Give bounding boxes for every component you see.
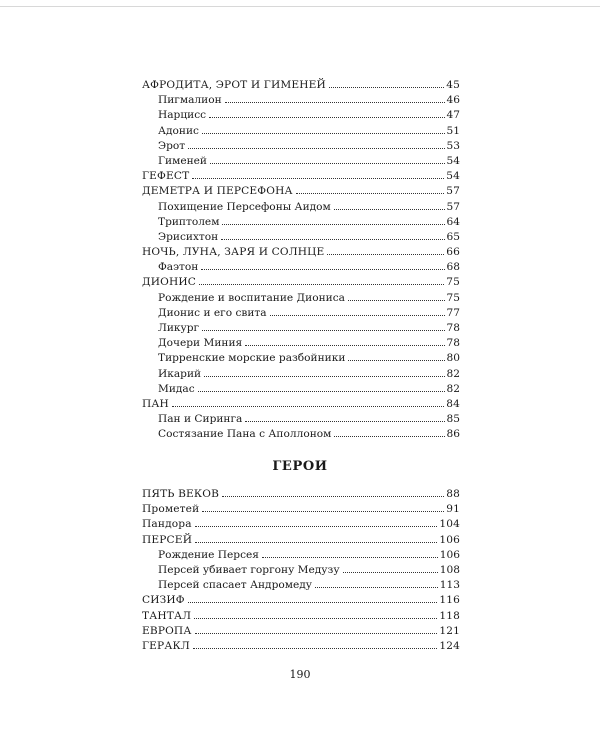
top-rule [0, 6, 600, 7]
toc-entry-title: НОЧЬ, ЛУНА, ЗАРЯ И СОЛНЦЕ [142, 246, 325, 259]
toc-entry-page: 106 [439, 533, 460, 546]
toc-entry-title: Дионис и его свита [158, 306, 267, 319]
toc-dot-leader [225, 102, 445, 103]
toc-subentry [142, 563, 460, 578]
toc-subentry [142, 139, 460, 154]
toc-entry-page: 104 [439, 518, 460, 531]
toc-entry-title: ГЕФЕСТ [142, 170, 190, 183]
toc-subentry [142, 351, 460, 366]
toc-entry-page: 47 [446, 109, 460, 122]
section-title-heroes: ГЕРОИ [272, 459, 328, 474]
toc-dot-leader [201, 269, 444, 270]
toc-subentry [142, 230, 460, 245]
toc-chapter-entry [142, 487, 460, 502]
toc-subentry [142, 412, 460, 427]
toc-subentry [142, 260, 460, 275]
toc-subentry [142, 427, 460, 442]
toc-entry-page: 75 [446, 291, 460, 304]
toc-dot-leader [334, 436, 444, 437]
toc-entry-page: 80 [446, 352, 460, 365]
toc-dot-leader [262, 557, 438, 558]
toc-entry-title: Прометей [142, 503, 200, 516]
toc-chapter-entry [142, 184, 460, 199]
toc-subentry [142, 93, 460, 108]
toc-entry-title: Состязание Пана с Аполлоном [158, 428, 332, 441]
toc-entry-page: 116 [439, 594, 460, 607]
toc-entry-page: 121 [439, 624, 460, 637]
toc-entry-page: 51 [446, 124, 460, 137]
toc-entry-title: Фаэтон [158, 261, 199, 274]
toc-entry-page: 66 [446, 246, 460, 259]
toc-main-list [142, 78, 460, 443]
toc-dot-leader [348, 360, 444, 361]
toc-entry-page: 106 [439, 548, 460, 561]
toc-entry-title: ДИОНИС [142, 276, 197, 289]
toc-dot-leader [188, 148, 444, 149]
toc-entry-page: 68 [446, 261, 460, 274]
toc-dot-leader [315, 587, 438, 588]
toc-dot-leader [245, 421, 444, 422]
toc-subentry [142, 154, 460, 169]
toc-entry-title: Эрот [158, 139, 186, 152]
toc-entry-title: Мидас [158, 382, 195, 395]
toc-entry-title: ДЕМЕТРА И ПЕРСЕФОНА [142, 185, 293, 198]
toc-subentry [142, 291, 460, 306]
toc-entry-title: Персей спасает Андромеду [158, 579, 313, 592]
toc-entry-title: ГЕРАКЛ [142, 639, 190, 652]
toc-entry-title: Тирренские морские разбойники [158, 352, 346, 365]
toc-dot-leader [199, 284, 444, 285]
toc-subentry [142, 578, 460, 593]
toc-chapter-entry [142, 609, 460, 624]
toc-chapter-entry [142, 517, 460, 532]
toc-entry-page: 77 [446, 306, 460, 319]
toc-dot-leader [334, 209, 445, 210]
toc-dot-leader [192, 178, 444, 179]
toc-entry-page: 82 [446, 367, 460, 380]
page-number: 190 [289, 668, 311, 681]
toc-subentry [142, 306, 460, 321]
toc-entry-title: Похищение Персефоны Аидом [158, 200, 331, 213]
toc-entry-page: 57 [446, 185, 460, 198]
toc-dot-leader [204, 376, 444, 377]
toc-chapter-entry [142, 245, 460, 260]
toc-subentry [142, 124, 460, 139]
toc-dot-leader [222, 224, 444, 225]
toc-entry-page: 75 [446, 276, 460, 289]
toc-dot-leader [193, 648, 437, 649]
toc-dot-leader [202, 133, 445, 134]
toc-entry-title: Ликург [158, 322, 200, 334]
toc-entry-page: 65 [446, 230, 460, 243]
toc-dot-leader [195, 633, 438, 634]
toc-entry-title: Дочери Миния [158, 337, 243, 350]
toc-subentry [142, 108, 460, 123]
toc-entry-page: 113 [439, 579, 460, 592]
toc-entry-title: Икарий [158, 367, 202, 380]
toc-entry-page: 108 [439, 563, 460, 576]
toc-subentry [142, 215, 460, 230]
toc-entry-page: 78 [446, 337, 460, 350]
toc-entry-title: Пандора [142, 518, 192, 531]
toc-entry-page: 64 [446, 215, 460, 228]
toc-entry-page: 86 [446, 428, 460, 441]
toc-chapter-entry [142, 639, 460, 654]
toc-entry-page: 57 [446, 200, 460, 213]
toc-entry-title: Рождение и воспитание Диониса [158, 291, 345, 304]
toc-entry-page: 78 [446, 322, 460, 334]
toc-chapter-entry [142, 169, 460, 184]
toc-entry-title: ЕВРОПА [142, 624, 192, 637]
toc-entry-title: Триптолем [158, 215, 220, 228]
toc-entry-title: ПЯТЬ ВЕКОВ [142, 488, 220, 500]
toc-entry-title: Гименей [158, 154, 207, 167]
toc-dot-leader [202, 330, 444, 331]
toc-entry-title: АФРОДИТА, ЭРОТ И ГИМЕНЕЙ [142, 79, 326, 91]
toc-dot-leader [348, 300, 445, 301]
toc-heroes-list [142, 487, 460, 654]
toc-chapter-entry [142, 593, 460, 608]
toc-dot-leader [296, 193, 445, 194]
toc-chapter-entry [142, 275, 460, 290]
toc-entry-title: Рождение Персея [158, 548, 259, 561]
toc-dot-leader [329, 87, 444, 88]
toc-dot-leader [202, 511, 444, 512]
toc-entry-page: 46 [446, 94, 460, 107]
toc-entry-title: Нарцисс [158, 109, 207, 122]
toc-dot-leader [195, 526, 438, 527]
toc-entry-title: ТАНТАЛ [142, 609, 192, 622]
toc-entry-title: ПАН [142, 397, 169, 410]
toc-dot-leader [210, 163, 445, 164]
toc-dot-leader [343, 572, 438, 573]
toc-dot-leader [221, 239, 444, 240]
toc-chapter-entry [142, 533, 460, 548]
toc-dot-leader [172, 406, 444, 407]
toc-entry-title: Пигмалион [158, 94, 222, 107]
toc-dot-leader [327, 254, 444, 255]
toc-entry-page: 53 [446, 139, 460, 152]
toc-subentry [142, 321, 460, 336]
toc-entry-page: 88 [446, 488, 460, 500]
toc-entry-title: Персей убивает горгону Медузу [158, 563, 340, 576]
toc-chapter-entry [142, 397, 460, 412]
toc-entry-page: 84 [446, 397, 460, 410]
toc-subentry [142, 200, 460, 215]
toc-entry-page: 54 [446, 170, 460, 183]
toc-chapter-entry [142, 624, 460, 639]
toc-subentry [142, 367, 460, 382]
toc-chapter-entry [142, 78, 460, 93]
toc-entry-title: Адонис [158, 124, 199, 137]
toc-entry-page: 91 [446, 503, 460, 516]
toc-chapter-entry [142, 502, 460, 517]
toc-entry-page: 118 [439, 609, 460, 622]
toc-dot-leader [270, 315, 445, 316]
toc-dot-leader [194, 618, 437, 619]
toc-dot-leader [209, 117, 444, 118]
toc-entry-title: Пан и Сиринга [158, 413, 243, 426]
toc-dot-leader [188, 602, 438, 603]
toc-entry-title: ПЕРСЕЙ [142, 533, 193, 546]
toc-entry-title: Эрисихтон [158, 230, 219, 243]
toc-entry-title: СИЗИФ [142, 594, 185, 607]
toc-entry-page: 54 [446, 154, 460, 167]
toc-dot-leader [222, 496, 444, 497]
toc-dot-leader [195, 542, 437, 543]
toc-dot-leader [245, 345, 444, 346]
toc-subentry [142, 548, 460, 563]
toc-subentry [142, 336, 460, 351]
toc-dot-leader [198, 391, 445, 392]
toc-entry-page: 45 [446, 79, 460, 91]
toc-entry-page: 124 [439, 639, 460, 652]
toc-entry-page: 85 [446, 413, 460, 426]
toc-entry-page: 82 [446, 382, 460, 395]
toc-subentry [142, 382, 460, 397]
